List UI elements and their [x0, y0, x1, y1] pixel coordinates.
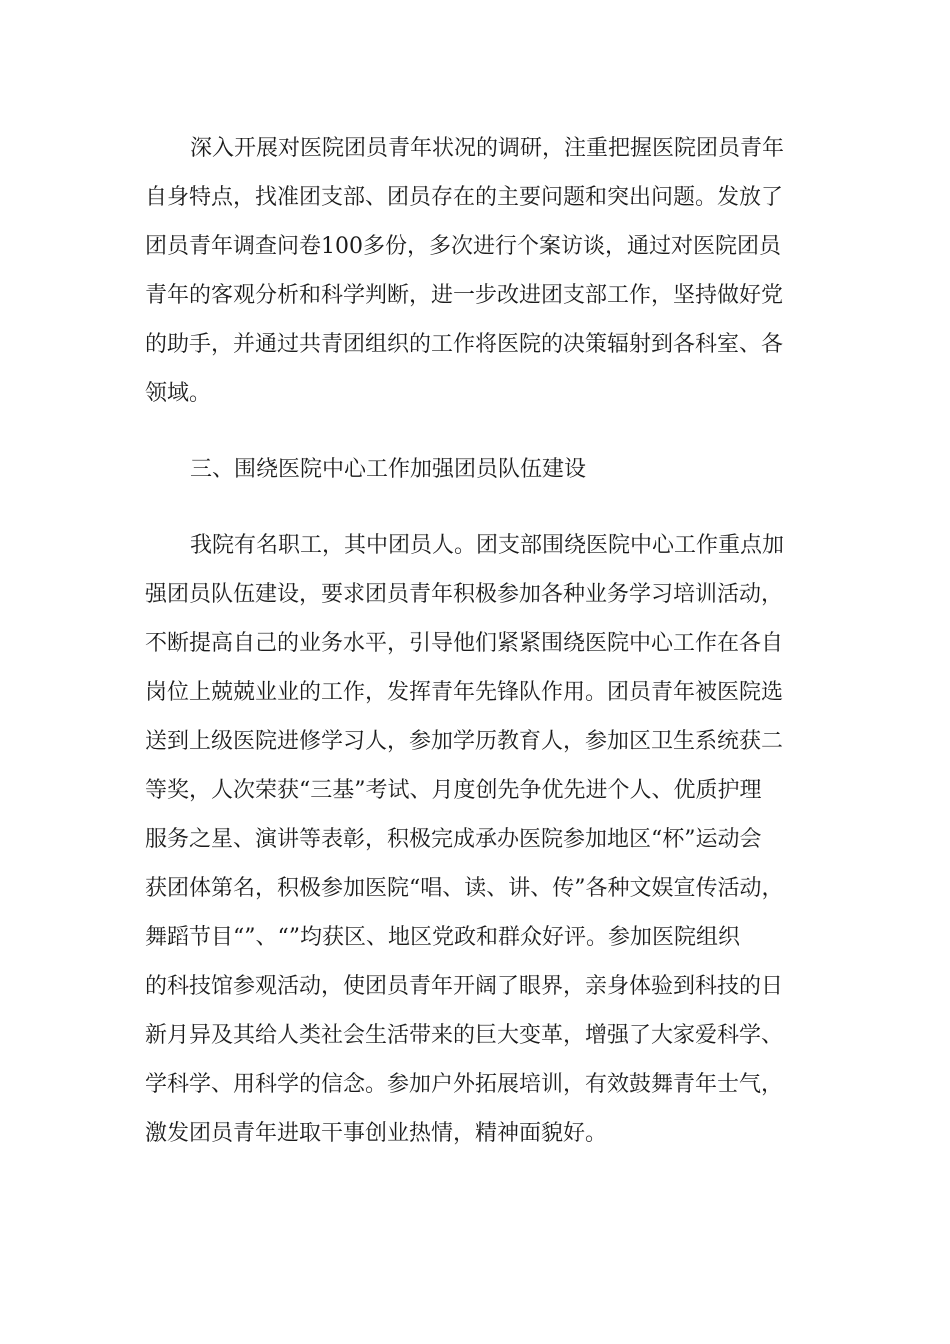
paragraph-2-line-6: 等奖，人次荣获“三基”考试、月度创先争优先进个人、优质护理 — [145, 778, 762, 803]
paragraph-2-line-7: 服务之星、演讲等表彰，积极完成承办医院参加地区“杯”运动会 — [145, 827, 762, 852]
paragraph-1-line-1: 深入开展对医院团员青年状况的调研，注重把握医院团员青年 — [190, 136, 785, 161]
paragraph-2-line-13: 激发团员青年进取干事创业热情，精神面貌好。 — [145, 1121, 608, 1146]
paragraph-2-line-12: 学科学、用科学的信念。参加户外拓展培训，有效鼓舞青年士气， — [145, 1072, 784, 1097]
paragraph-1-line-3: 团员青年调查问卷100多份，多次进行个案访谈，通过对医院团员 — [145, 234, 781, 259]
section-heading: 三、围绕医院中心工作加强团员队伍建设 — [190, 457, 587, 482]
paragraph-1-line-4: 青年的客观分析和科学判断，进一步改进团支部工作，坚持做好党 — [145, 283, 784, 308]
paragraph-2-line-1: 我院有名职工，其中团员人。团支部围绕医院中心工作重点加 — [190, 533, 785, 558]
paragraph-1-line-2: 自身特点，找准团支部、团员存在的主要问题和突出问题。发放了 — [145, 185, 784, 210]
paragraph-2-line-2: 强团员队伍建设，要求团员青年积极参加各种业务学习培训活动， — [145, 582, 784, 607]
paragraph-2-line-8: 获团体第名，积极参加医院“唱、读、讲、传”各种文娱宣传活动， — [145, 876, 784, 901]
paragraph-1-line-6: 领域。 — [145, 381, 212, 406]
paragraph-2-line-11: 新月异及其给人类社会生活带来的巨大变革，增强了大家爱科学、 — [145, 1023, 784, 1048]
paragraph-2-line-9: 舞蹈节目“”、“”均获区、地区党政和群众好评。参加医院组织 — [145, 925, 740, 950]
paragraph-2-line-10: 的科技馆参观活动，使团员青年开阔了眼界，亲身体验到科技的日 — [145, 974, 784, 999]
paragraph-2-line-4: 岗位上兢兢业业的工作，发挥青年先锋队作用。团员青年被医院选 — [145, 680, 784, 705]
paragraph-2-line-5: 送到上级医院进修学习人，参加学历教育人，参加区卫生系统获二 — [145, 729, 784, 754]
paragraph-2-line-3: 不断提高自己的业务水平，引导他们紧紧围绕医院中心工作在各自 — [145, 631, 784, 656]
paragraph-1-line-5: 的助手，并通过共青团组织的工作将医院的决策辐射到各科室、各 — [145, 332, 784, 357]
